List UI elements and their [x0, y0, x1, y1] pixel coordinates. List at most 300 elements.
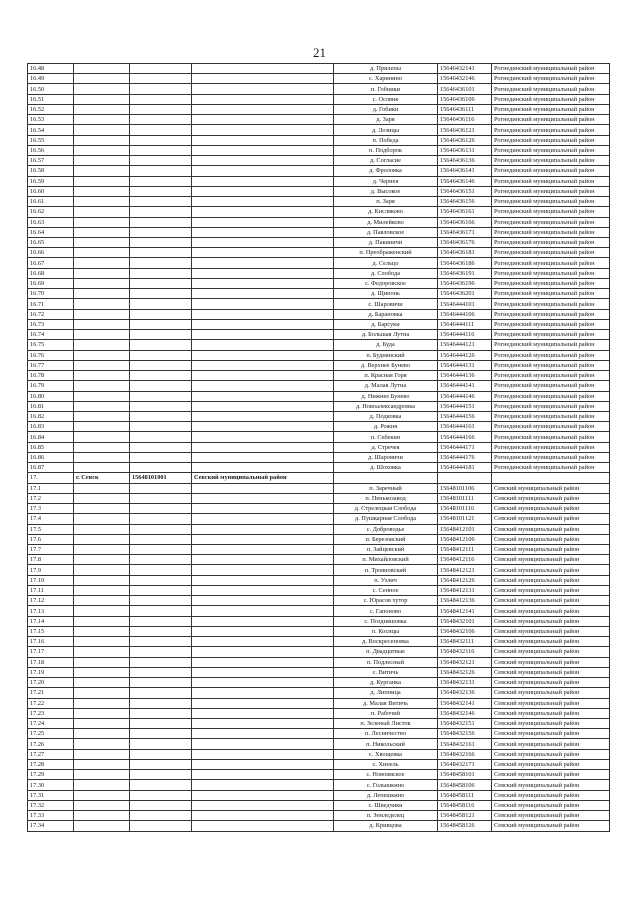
city-code-cell	[130, 104, 192, 114]
city-name-cell	[74, 585, 130, 595]
city-code-cell	[130, 667, 192, 677]
district-name-cell: Рогнединский муниципальный район	[492, 145, 610, 155]
district-name-cell: Рогнединский муниципальный район	[492, 360, 610, 370]
district-name-cell: Рогнединский муниципальный район	[492, 104, 610, 114]
district-name-cell: Рогнединский муниципальный район	[492, 217, 610, 227]
table-row	[28, 821, 610, 831]
city-name-cell	[74, 626, 130, 636]
district-name-cell: Рогнединский муниципальный район	[492, 391, 610, 401]
district-name-cell: Рогнединский муниципальный район	[492, 319, 610, 329]
settlement-code-cell: 15646436196	[438, 278, 492, 288]
city-name-cell	[74, 678, 130, 688]
district-name-cell: Севский муниципальный район	[492, 504, 610, 514]
settlement-code-cell: 15648432116	[438, 647, 492, 657]
table-row	[28, 381, 610, 391]
city-code-cell	[130, 299, 192, 309]
city-code-cell	[130, 739, 192, 749]
municipality-cell	[192, 432, 334, 442]
table-row	[28, 227, 610, 237]
row-number-cell: 16.59	[28, 176, 74, 186]
table-row	[28, 135, 610, 145]
city-name-cell: г. Севск	[74, 473, 130, 483]
municipality-cell	[192, 237, 334, 247]
city-name-cell	[74, 637, 130, 647]
table-row	[28, 729, 610, 739]
city-code-cell	[130, 759, 192, 769]
district-name-cell: Рогнединский муниципальный район	[492, 227, 610, 237]
city-name-cell	[74, 719, 130, 729]
row-number-cell: 16.56	[28, 145, 74, 155]
city-code-cell	[130, 156, 192, 166]
city-code-cell	[130, 432, 192, 442]
row-number-cell: 16.48	[28, 64, 74, 74]
city-code-cell	[130, 483, 192, 493]
district-name-cell: Севский муниципальный район	[492, 790, 610, 800]
table-row	[28, 340, 610, 350]
settlement-code-cell: 15646444131	[438, 360, 492, 370]
city-name-cell	[74, 688, 130, 698]
settlement-name-cell: д. Высокое	[334, 186, 438, 196]
city-name-cell	[74, 217, 130, 227]
table-row	[28, 637, 610, 647]
settlement-name-cell: д. Стречея	[334, 442, 438, 452]
municipality-cell	[192, 319, 334, 329]
row-number-cell: 16.86	[28, 452, 74, 462]
city-code-cell	[130, 74, 192, 84]
municipality-cell: Севский муниципальный район	[192, 473, 334, 483]
settlement-code-cell: 15646436186	[438, 258, 492, 268]
settlement-code-cell: 15648412141	[438, 606, 492, 616]
district-name-cell: Севский муниципальный район	[492, 739, 610, 749]
municipality-cell	[192, 340, 334, 350]
city-name-cell	[74, 483, 130, 493]
table-row	[28, 350, 610, 360]
district-name-cell	[492, 473, 610, 483]
city-code-cell	[130, 360, 192, 370]
table-row	[28, 667, 610, 677]
settlement-code-cell: 15648432166	[438, 749, 492, 759]
district-name-cell: Рогнединский муниципальный район	[492, 186, 610, 196]
settlement-code-cell: 15646436136	[438, 156, 492, 166]
settlement-name-cell: д. Согласие	[334, 156, 438, 166]
municipality-cell	[192, 411, 334, 421]
city-code-cell	[130, 197, 192, 207]
settlement-name-cell: д. Воскресеновка	[334, 637, 438, 647]
settlement-name-cell: с. Доброводье	[334, 524, 438, 534]
row-number-cell: 17.31	[28, 790, 74, 800]
table-row	[28, 217, 610, 227]
settlement-code-cell: 15646432141	[438, 64, 492, 74]
district-name-cell: Рогнединский муниципальный район	[492, 330, 610, 340]
settlement-code-cell: 15648432146	[438, 708, 492, 718]
district-name-cell: Рогнединский муниципальный район	[492, 422, 610, 432]
municipality-cell	[192, 309, 334, 319]
municipality-cell	[192, 821, 334, 831]
district-name-cell: Рогнединский муниципальный район	[492, 381, 610, 391]
table-row	[28, 145, 610, 155]
municipality-cell	[192, 278, 334, 288]
table-row	[28, 483, 610, 493]
settlement-name-cell: д. Барановка	[334, 309, 438, 319]
municipality-cell	[192, 197, 334, 207]
settlement-name-cell: д. Слобода	[334, 268, 438, 278]
municipality-cell	[192, 606, 334, 616]
settlement-name-cell: д. Заря	[334, 115, 438, 125]
settlement-name-cell: с. Шаровичи	[334, 299, 438, 309]
municipality-cell	[192, 667, 334, 677]
settlement-name-cell: п. Трояновский	[334, 565, 438, 575]
city-name-cell	[74, 176, 130, 186]
city-code-cell	[130, 463, 192, 473]
city-name-cell	[74, 759, 130, 769]
district-name-cell: Севский муниципальный район	[492, 749, 610, 759]
district-name-cell: Севский муниципальный район	[492, 698, 610, 708]
municipality-cell	[192, 452, 334, 462]
settlement-code-cell: 15648458101	[438, 770, 492, 780]
municipality-cell	[192, 759, 334, 769]
row-number-cell: 17.32	[28, 800, 74, 810]
row-number-cell: 16.65	[28, 237, 74, 247]
district-name-cell: Севский муниципальный район	[492, 616, 610, 626]
settlement-code-cell: 15648432156	[438, 729, 492, 739]
settlement-code-cell: 15646444176	[438, 452, 492, 462]
city-code-cell	[130, 401, 192, 411]
row-number-cell: 17.6	[28, 534, 74, 544]
row-number-cell: 17.7	[28, 545, 74, 555]
city-name-cell	[74, 770, 130, 780]
city-name-cell	[74, 237, 130, 247]
district-name-cell: Рогнединский муниципальный район	[492, 156, 610, 166]
settlement-name-cell: д. Милейково	[334, 217, 438, 227]
municipality-cell	[192, 135, 334, 145]
table-row	[28, 719, 610, 729]
city-code-cell	[130, 565, 192, 575]
city-code-cell	[130, 125, 192, 135]
settlement-code-cell: 15648432131	[438, 678, 492, 688]
table-row	[28, 330, 610, 340]
city-code-cell	[130, 626, 192, 636]
table-row	[28, 411, 610, 421]
settlement-code-cell: 15646436141	[438, 166, 492, 176]
city-code-cell	[130, 381, 192, 391]
settlement-code-cell: 15648458126	[438, 821, 492, 831]
city-name-cell	[74, 555, 130, 565]
row-number-cell: 17.25	[28, 729, 74, 739]
municipality-cell	[192, 186, 334, 196]
settlement-code-cell: 15646444121	[438, 340, 492, 350]
table-row	[28, 156, 610, 166]
district-name-cell: Рогнединский муниципальный район	[492, 371, 610, 381]
city-name-cell	[74, 166, 130, 176]
row-number-cell: 17.28	[28, 759, 74, 769]
settlement-name-cell: д. Пакиничи	[334, 237, 438, 247]
settlement-name-cell: п. Зайцевский	[334, 545, 438, 555]
settlement-name-cell: д. Подковка	[334, 411, 438, 421]
row-number-cell: 16.62	[28, 207, 74, 217]
settlement-name-cell: п. Лесничество	[334, 729, 438, 739]
settlement-name-cell: с. Осовик	[334, 94, 438, 104]
settlement-name-cell: п. Зеленый Листок	[334, 719, 438, 729]
table-row	[28, 565, 610, 575]
settlement-name-cell: с. Поздняшовка	[334, 616, 438, 626]
city-code-cell	[130, 555, 192, 565]
municipality-cell	[192, 780, 334, 790]
city-code-cell: 15648101001	[130, 473, 192, 483]
settlement-name-cell: с. Шведчики	[334, 800, 438, 810]
city-code-cell	[130, 657, 192, 667]
municipality-cell	[192, 555, 334, 565]
table-row	[28, 749, 610, 759]
district-name-cell: Рогнединский муниципальный район	[492, 289, 610, 299]
district-name-cell: Севский муниципальный район	[492, 575, 610, 585]
city-name-cell	[74, 227, 130, 237]
row-number-cell: 16.70	[28, 289, 74, 299]
table-row	[28, 309, 610, 319]
settlement-name-cell: с. Сенное	[334, 585, 438, 595]
city-code-cell	[130, 575, 192, 585]
table-row	[28, 442, 610, 452]
municipality-cell	[192, 391, 334, 401]
table-row	[28, 319, 610, 329]
municipality-cell	[192, 289, 334, 299]
city-code-cell	[130, 524, 192, 534]
city-name-cell	[74, 330, 130, 340]
district-name-cell: Рогнединский муниципальный район	[492, 176, 610, 186]
municipality-cell	[192, 360, 334, 370]
row-number-cell: 17.17	[28, 647, 74, 657]
municipality-cell	[192, 729, 334, 739]
city-code-cell	[130, 309, 192, 319]
district-name-cell: Рогнединский муниципальный район	[492, 452, 610, 462]
row-number-cell: 16.81	[28, 401, 74, 411]
city-code-cell	[130, 637, 192, 647]
settlement-name-cell: д. Малая Витичь	[334, 698, 438, 708]
settlement-code-cell: 15648432111	[438, 637, 492, 647]
district-name-cell: Севский муниципальный район	[492, 493, 610, 503]
settlement-code-cell: 15646444151	[438, 401, 492, 411]
municipality-cell	[192, 790, 334, 800]
district-name-cell: Севский муниципальный район	[492, 534, 610, 544]
city-name-cell	[74, 575, 130, 585]
city-name-cell	[74, 186, 130, 196]
district-name-cell: Севский муниципальный район	[492, 667, 610, 677]
municipality-cell	[192, 749, 334, 759]
city-code-cell	[130, 330, 192, 340]
municipality-cell	[192, 176, 334, 186]
table-row	[28, 759, 610, 769]
settlement-registry-table	[27, 63, 610, 832]
district-name-cell: Севский муниципальный район	[492, 514, 610, 524]
table-row	[28, 289, 610, 299]
settlement-code-cell: 15646444126	[438, 350, 492, 360]
settlement-code-cell: 15648432136	[438, 688, 492, 698]
district-name-cell: Рогнединский муниципальный район	[492, 340, 610, 350]
row-number-cell: 17.1	[28, 483, 74, 493]
settlement-code-cell: 15646436101	[438, 84, 492, 94]
city-code-cell	[130, 340, 192, 350]
settlement-name-cell: п. Земледелец	[334, 811, 438, 821]
district-name-cell: Севский муниципальный район	[492, 555, 610, 565]
table-row	[28, 371, 610, 381]
settlement-name-cell: п. Себекин	[334, 432, 438, 442]
city-code-cell	[130, 411, 192, 421]
row-number-cell: 16.73	[28, 319, 74, 329]
row-number-cell: 16.71	[28, 299, 74, 309]
table-row	[28, 698, 610, 708]
table-row	[28, 534, 610, 544]
row-number-cell: 16.60	[28, 186, 74, 196]
settlement-name-cell: д. Фроловка	[334, 166, 438, 176]
row-number-cell: 17.8	[28, 555, 74, 565]
city-code-cell	[130, 258, 192, 268]
municipality-cell	[192, 770, 334, 780]
municipality-cell	[192, 401, 334, 411]
city-code-cell	[130, 616, 192, 626]
district-name-cell: Севский муниципальный район	[492, 483, 610, 493]
city-code-cell	[130, 545, 192, 555]
row-number-cell: 17.26	[28, 739, 74, 749]
settlement-code-cell: 15648432101	[438, 616, 492, 626]
row-number-cell: 16.63	[28, 217, 74, 227]
settlement-name-cell: д. Гобики	[334, 104, 438, 114]
row-number-cell: 17.23	[28, 708, 74, 718]
settlement-code-cell: 15648412131	[438, 585, 492, 595]
settlement-name-cell: д. Рожня	[334, 422, 438, 432]
row-number-cell: 17.24	[28, 719, 74, 729]
settlement-name-cell: с. Новоямское	[334, 770, 438, 780]
city-name-cell	[74, 411, 130, 421]
settlement-code-cell: 15646436191	[438, 268, 492, 278]
settlement-code-cell: 15646436176	[438, 237, 492, 247]
city-code-cell	[130, 780, 192, 790]
row-number-cell: 16.78	[28, 371, 74, 381]
district-name-cell: Севский муниципальный район	[492, 780, 610, 790]
municipality-cell	[192, 463, 334, 473]
settlement-code-cell: 15646444136	[438, 371, 492, 381]
settlement-name-cell: д. Кисляково	[334, 207, 438, 217]
city-name-cell	[74, 811, 130, 821]
row-number-cell: 16.85	[28, 442, 74, 452]
row-number-cell: 17.33	[28, 811, 74, 821]
city-name-cell	[74, 647, 130, 657]
table-row	[28, 207, 610, 217]
city-name-cell	[74, 350, 130, 360]
city-name-cell	[74, 197, 130, 207]
settlement-code-cell: 15646444101	[438, 299, 492, 309]
table-row	[28, 657, 610, 667]
district-name-cell: Севский муниципальный район	[492, 708, 610, 718]
settlement-name-cell: д. Верхнее Бунево	[334, 360, 438, 370]
row-number-cell: 16.68	[28, 268, 74, 278]
row-number-cell: 16.54	[28, 125, 74, 135]
district-name-cell: Рогнединский муниципальный район	[492, 442, 610, 452]
row-number-cell: 17.30	[28, 780, 74, 790]
city-code-cell	[130, 729, 192, 739]
district-name-cell: Рогнединский муниципальный район	[492, 94, 610, 104]
city-code-cell	[130, 94, 192, 104]
municipality-cell	[192, 739, 334, 749]
city-code-cell	[130, 391, 192, 401]
row-number-cell: 16.77	[28, 360, 74, 370]
settlement-code-cell: 15646436171	[438, 227, 492, 237]
municipality-cell	[192, 637, 334, 647]
table-row	[28, 524, 610, 534]
district-name-cell: Рогнединский муниципальный район	[492, 84, 610, 94]
municipality-cell	[192, 207, 334, 217]
settlement-name-cell: д. Стрелецкая Слобода	[334, 504, 438, 514]
settlement-code-cell: 15648101111	[438, 493, 492, 503]
city-name-cell	[74, 289, 130, 299]
city-code-cell	[130, 790, 192, 800]
registry-body	[28, 64, 610, 832]
settlement-code-cell: 15648412116	[438, 555, 492, 565]
settlement-name-cell: д. Щипонь	[334, 289, 438, 299]
city-name-cell	[74, 821, 130, 831]
settlement-name-cell: п. Косицы	[334, 626, 438, 636]
row-number-cell: 16.57	[28, 156, 74, 166]
row-number-cell: 16.51	[28, 94, 74, 104]
city-name-cell	[74, 74, 130, 84]
district-name-cell: Севский муниципальный район	[492, 719, 610, 729]
row-number-cell: 16.87	[28, 463, 74, 473]
city-name-cell	[74, 545, 130, 555]
district-name-cell: Севский муниципальный район	[492, 657, 610, 667]
settlement-code-cell: 15646436106	[438, 94, 492, 104]
city-name-cell	[74, 432, 130, 442]
settlement-code-cell: 15646444166	[438, 432, 492, 442]
city-code-cell	[130, 749, 192, 759]
municipality-cell	[192, 125, 334, 135]
district-name-cell: Севский муниципальный район	[492, 545, 610, 555]
district-name-cell: Севский муниципальный район	[492, 637, 610, 647]
settlement-name-cell: п. Никольский	[334, 739, 438, 749]
settlement-name-cell: д. Буда	[334, 340, 438, 350]
row-number-cell: 17.19	[28, 667, 74, 677]
settlement-name-cell: с. Хинель	[334, 759, 438, 769]
city-code-cell	[130, 504, 192, 514]
municipality-cell	[192, 565, 334, 575]
row-number-cell: 16.49	[28, 74, 74, 84]
settlement-code-cell: 15646436166	[438, 217, 492, 227]
city-name-cell	[74, 94, 130, 104]
settlement-code-cell: 15646436116	[438, 115, 492, 125]
city-name-cell	[74, 708, 130, 718]
settlement-code-cell: 15646444111	[438, 319, 492, 329]
city-code-cell	[130, 64, 192, 74]
municipality-cell	[192, 616, 334, 626]
table-row	[28, 258, 610, 268]
district-name-cell: Рогнединский муниципальный район	[492, 350, 610, 360]
table-row	[28, 401, 610, 411]
municipality-cell	[192, 115, 334, 125]
table-row	[28, 268, 610, 278]
city-code-cell	[130, 207, 192, 217]
row-number-cell: 16.66	[28, 248, 74, 258]
settlement-name-cell: д. Курганка	[334, 678, 438, 688]
city-name-cell	[74, 360, 130, 370]
table-row	[28, 739, 610, 749]
city-name-cell	[74, 780, 130, 790]
table-row	[28, 647, 610, 657]
table-row	[28, 514, 610, 524]
district-name-cell: Севский муниципальный район	[492, 524, 610, 534]
table-row	[28, 166, 610, 176]
row-number-cell: 16.82	[28, 411, 74, 421]
settlement-name-cell: п. Рабочий	[334, 708, 438, 718]
row-number-cell: 16.75	[28, 340, 74, 350]
district-name-cell: Рогнединский муниципальный район	[492, 463, 610, 473]
municipality-cell	[192, 524, 334, 534]
